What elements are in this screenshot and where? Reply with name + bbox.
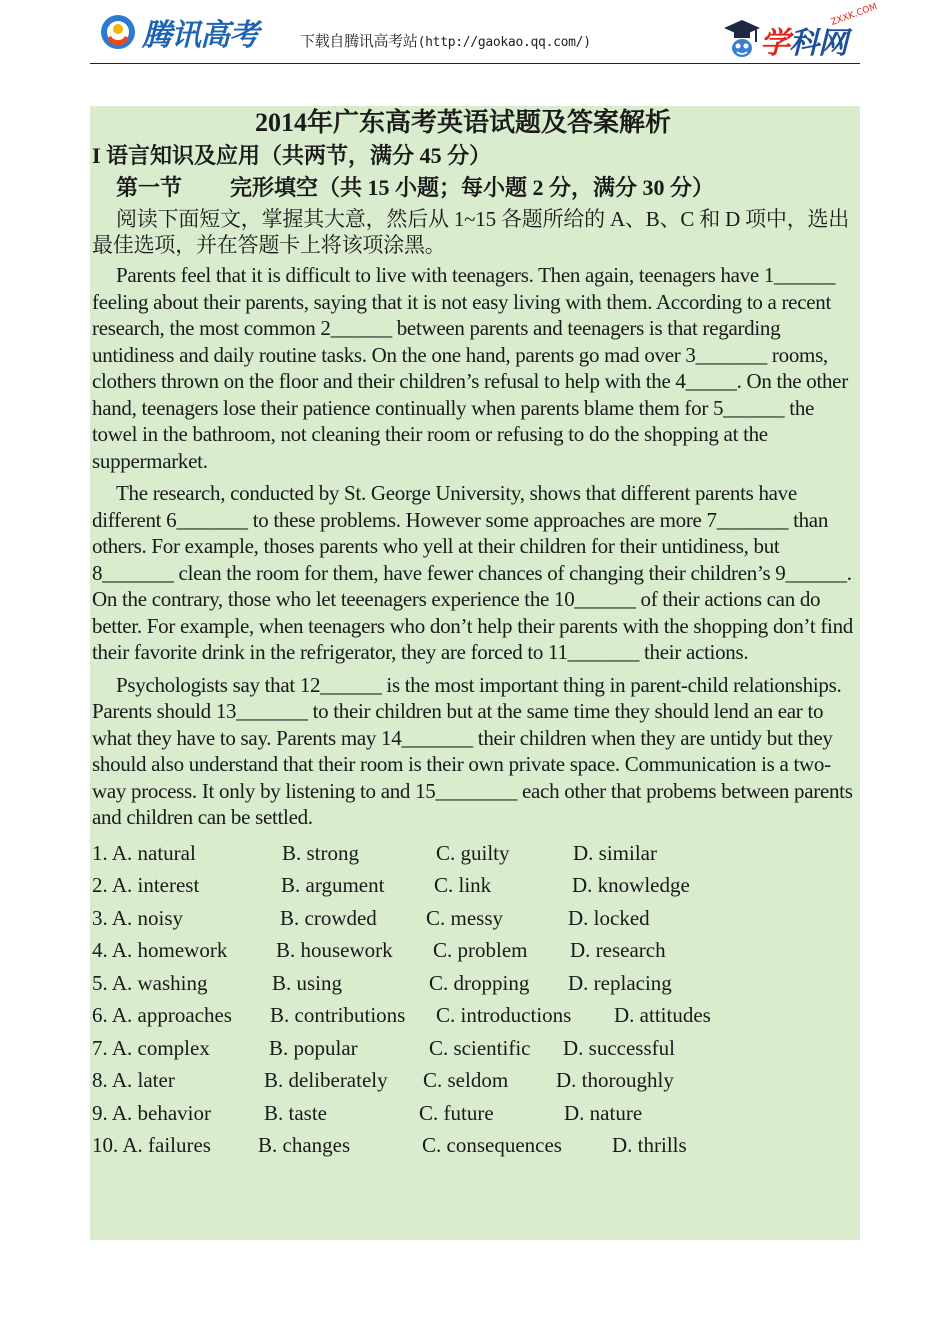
option-row [92, 869, 858, 902]
option-a: 9. A. behavior [92, 1100, 211, 1125]
option-d: D. replacing [568, 970, 672, 995]
option-row [92, 1032, 858, 1065]
exam-content [90, 106, 860, 1240]
passage-paragraph-2: The research, conducted by St. George University, shows that different parents have different 6_______ to these problems. However some approaches are more 7_______ than others. For example, thoses parents who yell at their children for their untidiness, but 8_______ clean the room for them, have fewer chances of changing their children’s 9______. On the contrary, those who let teeenagers experience the 10______ of their actions can do better. For example, when teenagers who don’t help their parents with the shopping don’t find their favorite drink in the refrigerator, they are forced to 11_______ their actions. [92, 481, 853, 664]
option-d: D. locked [568, 905, 650, 930]
option-b: B. crowded [280, 905, 377, 930]
option-a: 2. A. interest [92, 873, 200, 897]
option-d: D. research [570, 938, 666, 962]
passage-paragraph-3: Psychologists say that 12______ is the most important thing in parent-child relationships. Parents should 13_______ to their children but at the same time they should lend an ear to what they have to say. Parents may 14_______ their children when they are untidy but they should also understand that their room is their own private space. Communication is a two-way process. It only by listening to and 15________ each other that probems between parents and children can be settled. [92, 672, 853, 829]
option-row [92, 999, 858, 1032]
page-header [90, 0, 879, 66]
option-d: D. thrills [612, 1133, 687, 1157]
option-a: 4. A. homework [92, 938, 228, 962]
part-heading [92, 172, 858, 204]
section-heading: I 语言知识及应用（共两节，满分 45 分） [92, 143, 492, 168]
option-d: D. nature [564, 1100, 643, 1125]
option-b: B. popular [269, 1035, 358, 1060]
option-row [92, 967, 858, 1000]
page-title: 2014年广东高考英语试题及答案解析 [254, 108, 671, 137]
option-c: C. scientific [429, 1035, 531, 1060]
option-c: C. future [419, 1100, 494, 1125]
option-b: B. strong [282, 840, 360, 865]
option-c: C. guilty [436, 840, 510, 865]
option-c: C. problem [433, 938, 528, 962]
option-a: 1. A. natural [92, 840, 196, 865]
source-url-link[interactable]: (http://gaokao.qq.com/) [417, 35, 591, 50]
option-b: B. housework [276, 938, 393, 962]
option-d: D. similar [573, 840, 657, 865]
header-divider [90, 63, 860, 64]
right-logo-text: 学科网 [760, 26, 847, 61]
option-d: D. thoroughly [556, 1068, 674, 1092]
option-b: B. taste [264, 1100, 327, 1125]
source-line [300, 30, 591, 51]
tencent-gaokao-logo[interactable] [98, 8, 258, 56]
option-row [92, 1097, 858, 1130]
option-row [92, 837, 858, 870]
option-a: 3. A. noisy [92, 905, 184, 930]
option-c: C. introductions [436, 1003, 572, 1027]
option-a: 5. A. washing [92, 970, 208, 995]
option-d: D. attitudes [614, 1003, 711, 1027]
part-title: 完形填空（共 15 小题；每小题 2 分，满分 30 分） [230, 175, 715, 200]
option-b: B. changes [258, 1133, 351, 1157]
instructions: 阅读下面短文，掌握其大意，然后从 1~15 各题所给的 A、B、C 和 D 项中，选出最佳选项，并在答题卡上将该项涂黑。 [92, 207, 850, 257]
option-row [92, 934, 858, 967]
option-a: 7. A. complex [92, 1035, 210, 1060]
option-a: 6. A. approaches [92, 1003, 232, 1027]
option-c: C. consequences [422, 1133, 562, 1157]
option-row [92, 902, 858, 935]
option-c: C. link [434, 873, 492, 897]
option-d: D. knowledge [572, 873, 690, 897]
option-row [92, 1129, 858, 1162]
tencent-logo-icon [98, 12, 138, 52]
zxxk-logo[interactable] [720, 2, 879, 61]
option-a: 10. A. failures [92, 1133, 211, 1157]
left-logo-text: 腾讯高考 [142, 18, 258, 53]
option-a: 8. A. later [92, 1068, 175, 1092]
option-row [92, 1064, 858, 1097]
option-c: C. messy [426, 905, 504, 930]
source-text: 下载自腾讯高考站 [300, 32, 418, 50]
option-b: B. using [272, 970, 343, 995]
option-d: D. successful [563, 1035, 675, 1060]
option-c: C. dropping [429, 970, 530, 995]
answer-options [92, 837, 858, 1162]
option-b: B. argument [281, 873, 385, 897]
part-label: 第一节 [116, 175, 183, 200]
passage-paragraph-1: Parents feel that it is difficult to live with teenagers. Then again, teenagers have 1______ feeling about their parents, saying that it is not easy living with them. According to a recent research, the most common 2______ between parents and teenagers is that regarding untidiness and daily routine tasks. On the one hand, parents go mad over 3_______ rooms, clothers thrown on the floor and their children’s refusal to help with the 4_____. On the other hand, teenagers lose their patience continually when parents blame them for 5______ the towel in the bathroom, not cleaning their room or refusing to do the shopping at the suppermarket. [92, 263, 848, 473]
graduate-cap-icon [720, 12, 764, 62]
option-b: B. contributions [270, 1003, 406, 1027]
right-logo-small-text: ZXXK.COM [829, 2, 879, 28]
option-c: C. seldom [423, 1068, 509, 1092]
option-b: B. deliberately [264, 1068, 388, 1092]
